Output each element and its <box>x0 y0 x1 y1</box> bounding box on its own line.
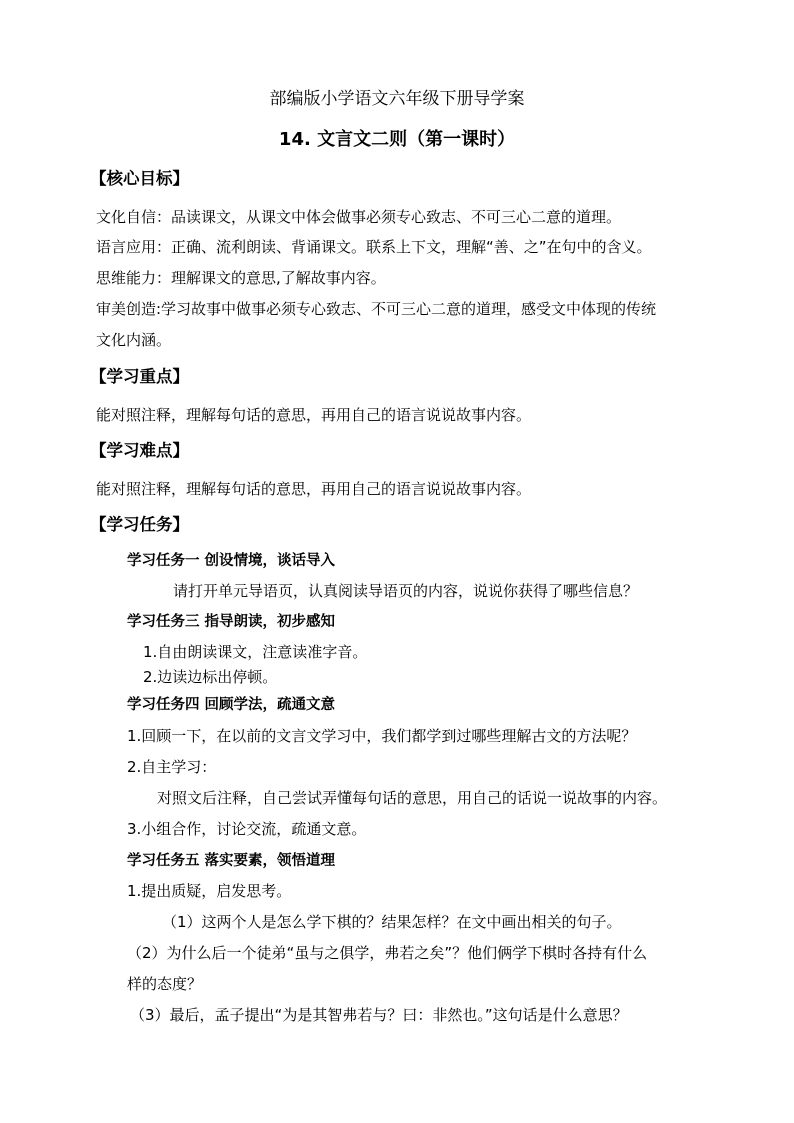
section-heading-key-points: 【学习重点】 <box>90 367 189 386</box>
page-title: 部编版小学语文六年级下册导学案 <box>269 89 525 109</box>
goal-item: 文化内涵。 <box>96 331 172 349</box>
difficulties-text: 能对照注释，理解每句话的意思，再用自己的语言说说故事内容。 <box>96 480 532 498</box>
goal-item: 文化自信：品读课文，从课文中体会做事必须专心致志、不可三心二意的道理。 <box>96 208 622 226</box>
section-heading-tasks: 【学习任务】 <box>90 515 189 534</box>
goal-item: 审美创造:学习故事中做事必须专心致志、不可三心二意的道理，感受文中体现的传统 <box>96 300 657 318</box>
task-line: 3.小组合作，讨论交流，疏通文意。 <box>127 820 367 838</box>
task-line: （3）最后，孟子提出“为是其智弗若与？曰：非然也。”这句话是什么意思？ <box>130 1006 628 1024</box>
task-line: 对照文后注释，自己尝试弄懂每句话的意思，用自己的话说一说故事的内容。 <box>157 789 668 807</box>
goal-item: 语言应用：正确、流利朗读、背诵课文。联系上下文，理解“善、之”在句中的含义。 <box>96 238 652 256</box>
task-title-5: 学习任务五 落实要素，领悟道理 <box>127 853 336 869</box>
task-line: 请打开单元导语页，认真阅读导语页的内容，说说你获得了哪些信息？ <box>173 582 639 600</box>
task-line: （1）这两个人是怎么学下棋的？结果怎样？在文中画出相关的句子。 <box>162 913 622 931</box>
task-line: 样的态度？ <box>127 975 203 993</box>
task-line: 1.提出质疑，启发思考。 <box>127 882 292 900</box>
lesson-title: 14. 文言文二则（第一课时） <box>278 129 516 150</box>
task-line: 2.自主学习： <box>127 758 217 776</box>
task-title-3: 学习任务三 指导朗读，初步感知 <box>127 614 336 630</box>
task-line: 1.自由朗读课文，注意读准字音。 <box>143 643 368 661</box>
task-title-1: 学习任务一 创设情境，谈话导入 <box>127 553 336 569</box>
goal-item: 思维能力：理解课文的意思,了解故事内容。 <box>96 269 386 287</box>
task-line: 2.边读边标出停顿。 <box>143 668 278 686</box>
task-line: （2）为什么后一个徒弟“虽与之俱学，弗若之矣”？他们俩学下棋时各持有什么 <box>127 944 648 962</box>
key-points-text: 能对照注释，理解每句话的意思，再用自己的语言说说故事内容。 <box>96 406 532 424</box>
task-line: 1.回顾一下，在以前的文言文学习中，我们都学到过哪些理解古文的方法呢？ <box>127 727 637 745</box>
task-title-4: 学习任务四 回顾学法，疏通文意 <box>127 697 336 713</box>
section-heading-difficulties: 【学习难点】 <box>90 441 189 460</box>
section-heading-goals: 【核心目标】 <box>90 169 189 188</box>
